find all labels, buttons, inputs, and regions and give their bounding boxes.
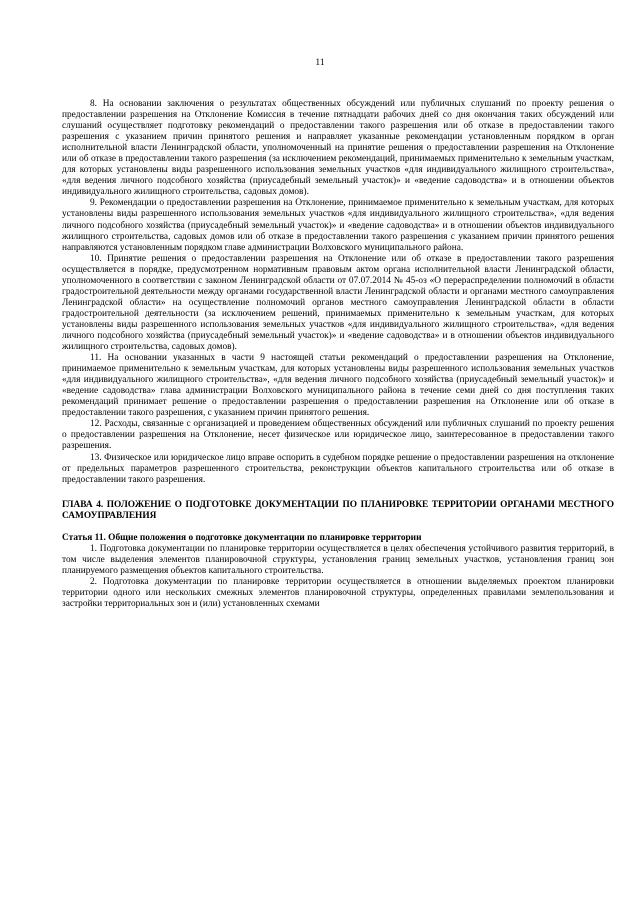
paragraph-8: 8. На основании заключения о результатах общественных обсуждений или публичных слушаний по проекту решения о предоставлении разрешения на Отклонение Комиссия в течение пятнадцати рабочих дней со дня окончания таких обсуждений или слушаний осуществляет подготовку рекомендаций о предоставлении такого разрешения или об отказе в предоставлении такого разрешения с указанием причин принятого решения и направляет указанные рекомендации установленным порядком в орган исполнительной власти Ленинградской области, уполномоченный на принятие решения о предоставлении разрешения на Отклонение или об отказе в предоставлении такого разрешения (за исключением рекомендаций, принимаемых применительно к земельным участкам, для которых установлены виды разрешенного использования земельных участков «для индивидуального жилищного строительства», «для ведения личного подсобного хозяйства (приусадебный земельный участок)» и «ведение садоводства» и в отношении объектов индивидуального жилищного строительства, садовых домов). — [62, 99, 614, 198]
article-paragraph-1: 1. Подготовка документации по планировке территории осуществляется в целях обеспечения устойчивого развития территорий, в том числе выделения элементов планировочной структуры, установления границ земельных участков, установления границ зон планируемого размещения объектов капитального строительства. — [62, 543, 614, 576]
page-number: 11 — [315, 58, 325, 68]
paragraph-13: 13. Физическое или юридическое лицо вправе оспорить в судебном порядке решение о предоставлении разрешения на отклонение от предельных параметров разрешенного строительства, реконструкции объектов капитального строительства или об отказе в предоставлении такого разрешения. — [62, 452, 614, 485]
paragraph-12: 12. Расходы, связанные с организацией и проведением общественных обсуждений или публичных слушаний по проекту решения о предоставлении разрешения на Отклонение, несет физическое или юридическое лицо, заинтересованное в предоставлении такого разрешения. — [62, 419, 614, 452]
article-heading: Статья 11. Общие положения о подготовке документации по планировке территории — [62, 532, 422, 543]
document-body — [62, 99, 614, 610]
chapter-heading: ГЛАВА 4. ПОЛОЖЕНИЕ О ПОДГОТОВКЕ ДОКУМЕНТАЦИИ ПО ПЛАНИРОВКЕ ТЕРРИТОРИИ ОРГАНАМИ МЕСТНОГО САМОУПРАВЛЕНИЯ — [62, 499, 614, 521]
paragraph-11: 11. На основании указанных в части 9 настоящей статьи рекомендаций о предоставлении разрешения на Отклонение, принимаемое применительно к земельным участкам, для которых установлены виды разрешенного использования земельных участков «для индивидуального жилищного строительства», «для ведения личного подсобного хозяйства (приусадебный земельный участок)» и «ведение садоводства» глава администрации Волховского муниципального района в течение семи дней со дня поступления таких рекомендаций принимает решение о предоставлении разрешения о предоставлении разрешения на Отклонение или об отказе в предоставлении такого разрешения, с указанием причин принятого решения. — [62, 353, 614, 419]
article-paragraph-2: 2. Подготовка документации по планировке территории осуществляется в отношении выделяемых проектом планировки территории одного или нескольких смежных элементов планировочной структуры, определенных правилами землепользования и застройки территориальных зон и (или) установленных схемами — [62, 576, 614, 610]
paragraph-9: 9. Рекомендации о предоставлении разрешения на Отклонение, принимаемое применительно к земельным участкам, для которых установлены виды разрешенного использования земельных участков «для индивидуального жилищного строительства», «для ведения личного подсобного хозяйства (приусадебный земельный участок)» и «ведение садоводства» и в отношении объектов индивидуального жилищного строительства, садовых домов или об отказе в предоставлении такого разрешения с указанием причин принятого решения направляются установленным порядком главе администрации Волховского муниципального района. — [62, 198, 614, 253]
paragraph-10: 10. Принятие решения о предоставлении разрешения на Отклонение или об отказе в предоставлении такого разрешения осуществляется в порядке, предусмотренном нормативным правовым актом органа исполнительной власти Ленинградской области, уполномоченного в соответствии с законом Ленинградской области от 07.07.2014 № 45-оз «О перераспределении полномочий в области градостроительной деятельности между органами государственной власти Ленинградской области и органами местного самоуправления Ленинградской области» на осуществление полномочий органов местного самоуправления Ленинградской области в области градостроительной деятельности (за исключением решений, принимаемых применительно к земельным участкам, для которых установлены виды разрешенного использования земельных участков «для индивидуального жилищного строительства», «для ведения личного подсобного хозяйства (приусадебный земельный участок)» и «ведение садоводства» и в отношении объектов индивидуального жилищного строительства, садовых домов). — [62, 253, 614, 353]
